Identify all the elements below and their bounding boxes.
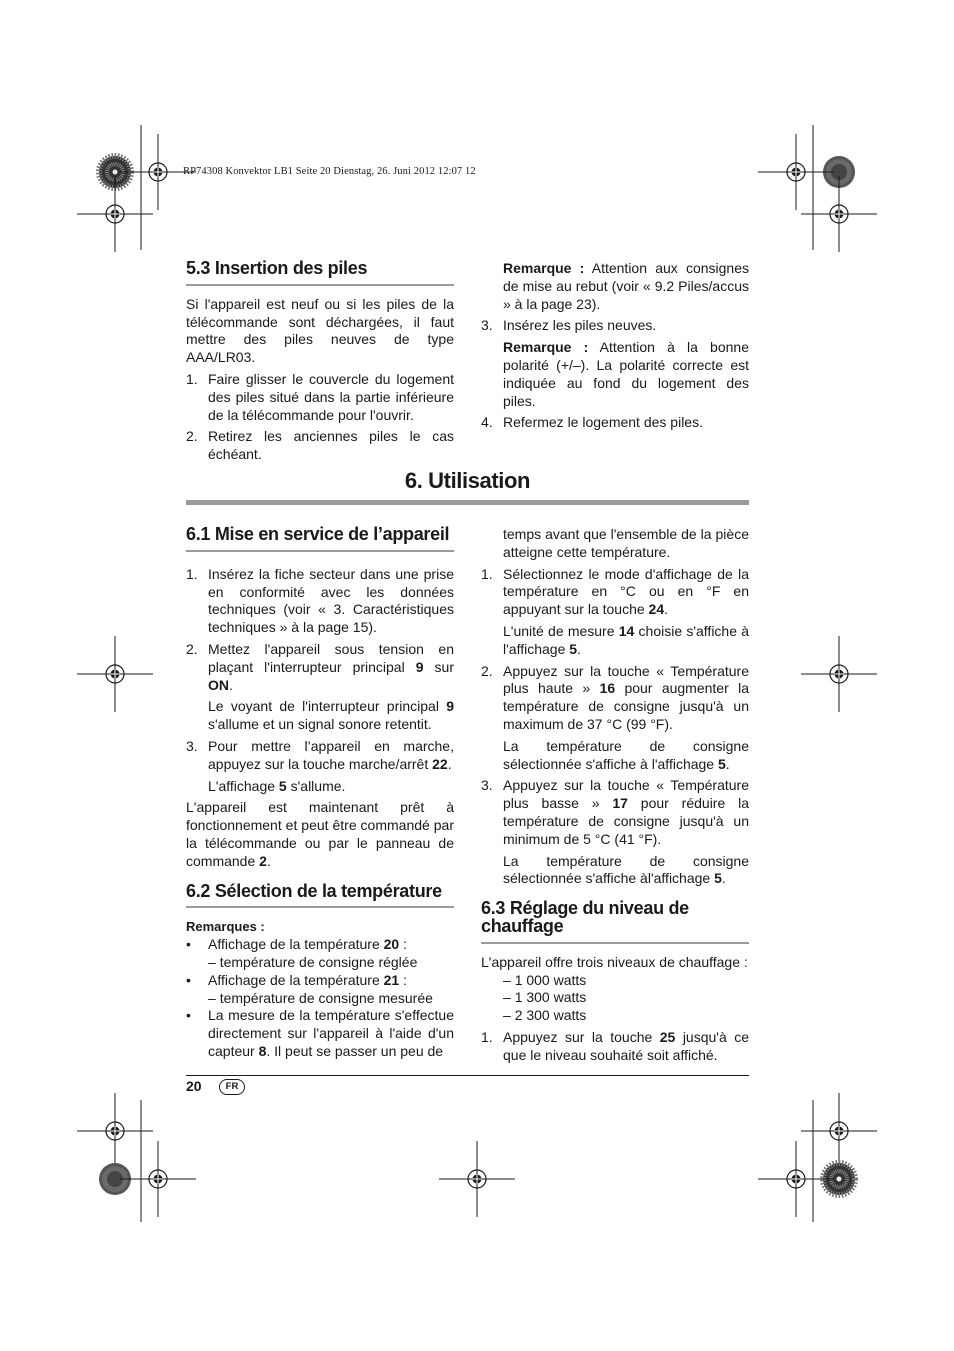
middle-right-mark <box>801 636 877 712</box>
list-item: – 1 300 watts <box>503 989 749 1007</box>
list-item: 2. Appuyez sur la touche « Température plus haute » 16 pour augmenter la température de consigne jusqu'à un maximum de 37 °C (99 °F). <box>481 662 749 732</box>
bottom-center-mark <box>439 1141 515 1217</box>
list-item: 2. Mettez l'appareil sous tension en plaçant l'interrupteur principal 9 sur ON. <box>186 640 455 693</box>
section-5-3-title: 5.3 Insertion des piles <box>186 260 454 286</box>
section-6-3-intro: L'appareil offre trois niveaux de chauffage : <box>481 953 748 970</box>
list-item-note: La température de consigne sélectionnée s'affiche à l'affichage 5. <box>503 737 749 772</box>
footer-rule <box>186 1075 749 1076</box>
language-badge: FR <box>219 1079 245 1095</box>
section-6-1-outro: L'appareil est maintenant prêt à fonctionnement et peut être commandé par la télécommande ou par le panneau de commande 2. <box>186 799 454 869</box>
section-6-1-steps <box>186 566 454 796</box>
list-item: 1. Insérez la fiche secteur dans une prise en conformité avec les données techniques (voir « 3. Caractéristiques techniques » à la page 15). <box>186 565 454 636</box>
list-item: • Affichage de la température 20 : – température de consigne réglée <box>186 936 418 970</box>
list-item: 3. Appuyez sur la touche « Température plus basse » 17 pour réduire la température de consigne jusqu'à un minimum de 5 °C (41 °F). <box>481 777 749 847</box>
list-item: 1. Appuyez sur la touche 25 jusqu'à ce que le niveau souhaité soit affiché. <box>481 1028 750 1063</box>
note-1: Remarque : Attention aux consignes de mise au rebut (voir « 9.2 Piles/accus » à la page 23). <box>503 260 749 312</box>
list-item: – 2 300 watts <box>503 1007 749 1025</box>
list-item: 2. Retirez les anciennes piles le cas échéant. <box>186 428 454 463</box>
top-left-marks <box>60 125 196 252</box>
left-column <box>186 526 454 1061</box>
bottom-right-marks <box>758 1093 877 1222</box>
print-header: RP74308 Konvektor LB1 Seite 20 Dienstag, 26. Juni 2012 12:07 12 <box>183 166 476 177</box>
top-right-marks <box>758 125 877 252</box>
note-2: Remarque : Attention à la bonne polarité (+/–). La polarité correcte est indiquée au fond du logement des piles. <box>503 339 749 409</box>
list-item-note: L'unité de mesure 14 choisie s'affiche à l'affichage 5. <box>503 622 749 657</box>
section-5-3-right <box>481 260 749 432</box>
heating-levels <box>481 972 749 1025</box>
list-item: 3. Pour mettre l’appareil en marche, appuyez sur la touche marche/arrêt 22. <box>186 737 454 772</box>
list-item: 1. Faire glisser le couvercle du logement des piles situé dans la partie inférieure de la télécommande pour l'ouvrir. <box>186 370 454 423</box>
list-item: – 1 000 watts <box>503 972 749 990</box>
list-item: 3. Insérez les piles neuves. <box>481 317 657 334</box>
section-5-3-left <box>186 260 454 464</box>
list-item: 1. Sélectionnez le mode d'affichage de la température en °C ou en °F en appuyant sur la touche 24. <box>481 565 749 618</box>
right-column <box>481 526 749 1065</box>
middle-left-mark <box>77 636 153 712</box>
section-5-3-intro: Si l'appareil est neuf ou si les piles de la télécommande sont déchargées, il faut mettre des piles neuves de type AAA/LR03. <box>186 295 454 366</box>
section-5-3-steps <box>186 371 454 464</box>
list-item-note: L'affichage 5 s'allume. <box>208 777 346 794</box>
list-item: 4. Refermez le logement des piles. <box>481 414 703 431</box>
list-item-note: La température de consigne sélectionnée s'affiche àl'affichage 5. <box>503 852 749 887</box>
section-6-3-title: 6.3 Réglage du niveau de chauffage <box>481 900 749 944</box>
list-item: • La mesure de la température s'effectue directement sur l'appareil à l'aide d'un capteur 8. Il peut se passer un peu de <box>186 1007 454 1059</box>
list-item-note: Le voyant de l'interrupteur principal 9 s'allume et un signal sonore retentit. <box>208 698 454 733</box>
page-number: 20 <box>186 1078 202 1094</box>
chapter-rule <box>186 500 749 505</box>
section-6-2-continued: temps avant que l'ensemble de la pièce atteigne cette température. <box>503 526 749 560</box>
remarks-label: Remarques : <box>186 919 265 935</box>
list-item: • Affichage de la température 21 : – température de consigne mesurée <box>186 971 433 1006</box>
section-6-2-title: 6.2 Sélection de la température <box>186 883 454 909</box>
bottom-left-marks <box>77 1093 196 1222</box>
chapter-title: 6. Utilisation <box>404 468 531 493</box>
section-6-1-title: 6.1 Mise en service de l’appareil <box>186 526 454 552</box>
